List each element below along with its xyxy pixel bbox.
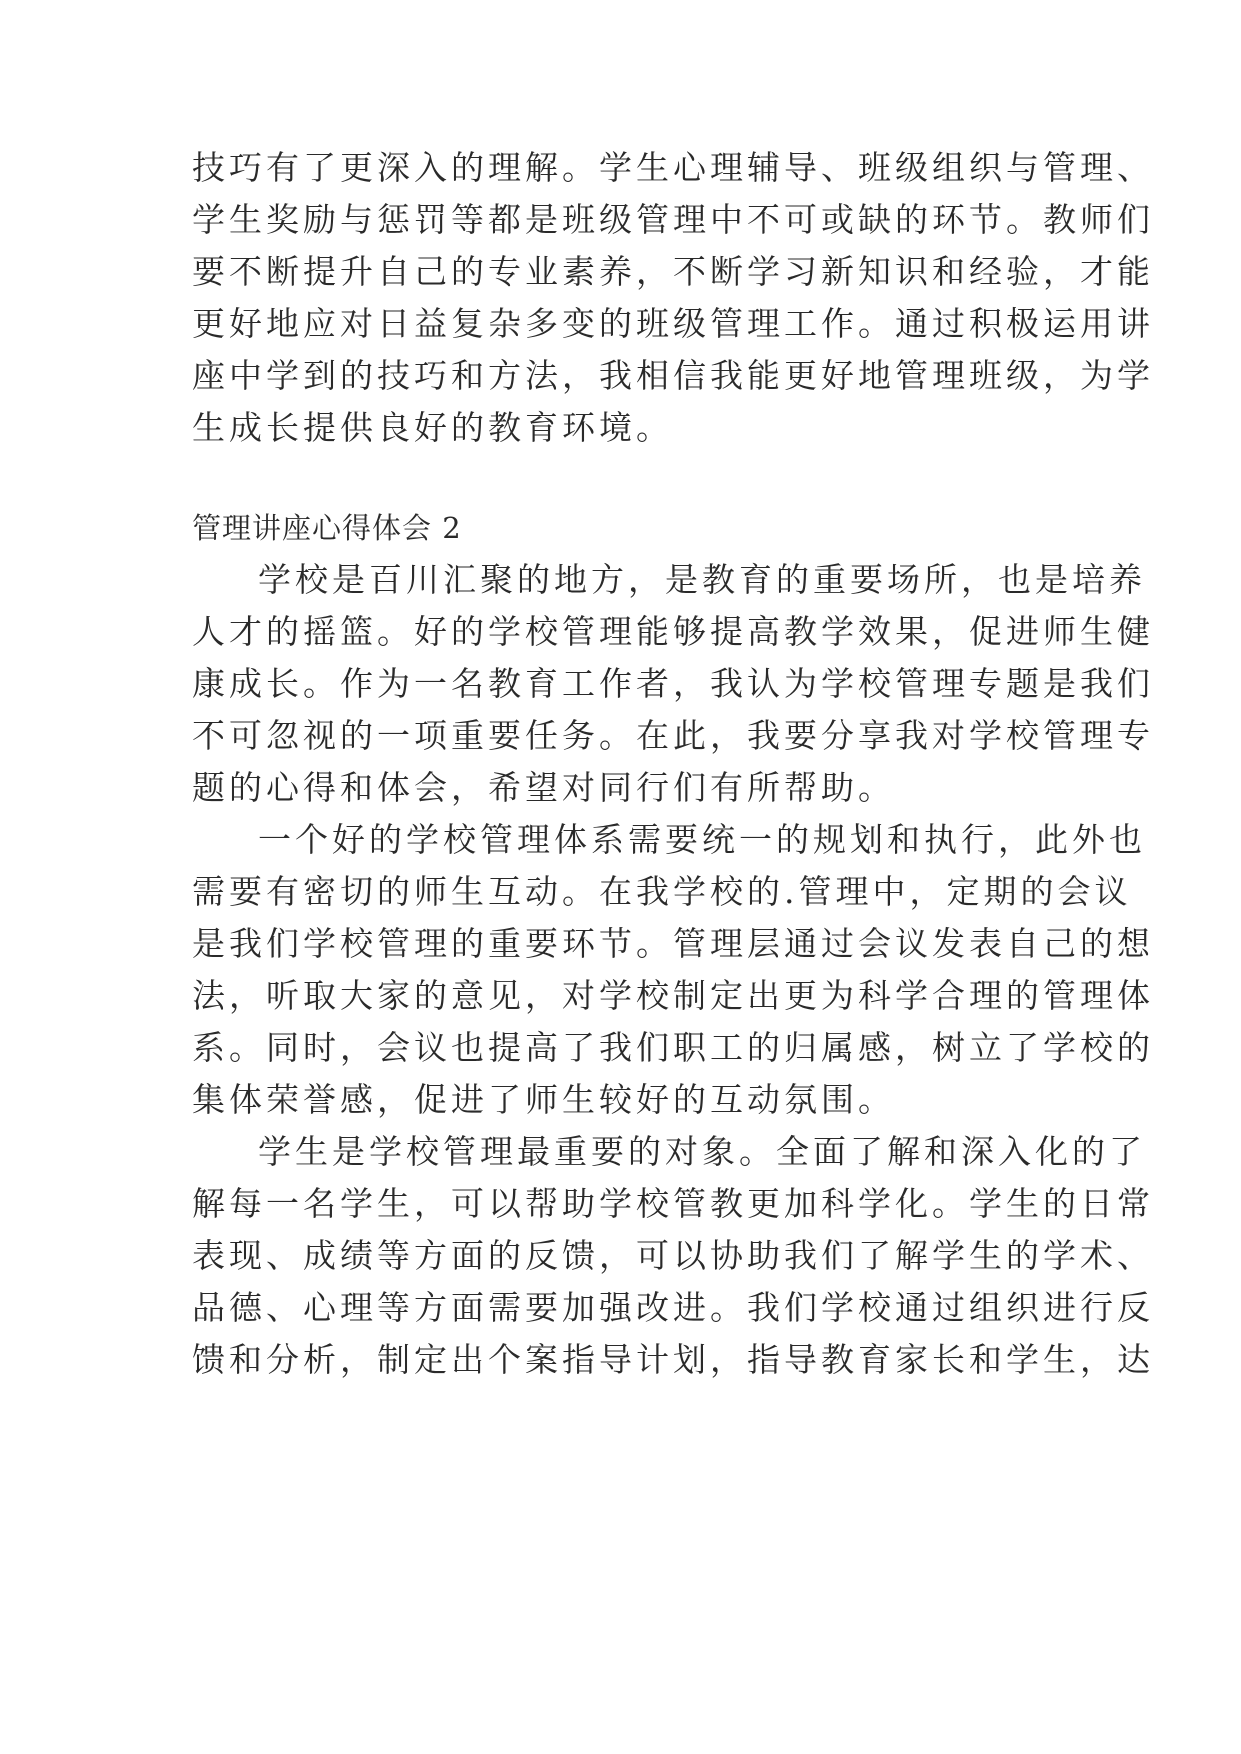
text-line: 更好地应对日益复杂多变的班级管理工作。通过积极运用讲 [192,304,1154,343]
text-line: 康成长。作为一名教育工作者，我认为学校管理专题是我们 [192,664,1154,703]
text-line: 生成长提供良好的教育环境。 [192,408,673,447]
text-line: 解每一名学生，可以帮助学校管教更加科学化。学生的日常 [192,1184,1154,1223]
text-line: 学生是学校管理最重要的对象。全面了解和深入化的了 [258,1132,1146,1171]
text-line: 技巧有了更深入的理解。学生心理辅导、班级组织与管理、 [192,148,1154,187]
text-line: 集体荣誉感，促进了师生较好的互动氛围。 [192,1080,895,1119]
text-line: 需要有密切的师生互动。在我学校的.管理中，定期的会议 [192,872,1132,911]
text-line: 一个好的学校管理体系需要统一的规划和执行，此外也 [258,820,1146,859]
text-line: 学生奖励与惩罚等都是班级管理中不可或缺的环节。教师们 [192,200,1154,239]
text-line: 馈和分析，制定出个案指导计划，指导教育家长和学生，达 [192,1340,1154,1379]
text-line: 座中学到的技巧和方法，我相信我能更好地管理班级，为学 [192,356,1154,395]
text-line: 要不断提升自己的专业素养，不断学习新知识和经验，才能 [192,252,1154,291]
text-line: 品德、心理等方面需要加强改进。我们学校通过组织进行反 [192,1288,1154,1327]
text-line: 系。同时，会议也提高了我们职工的归属感，树立了学校的 [192,1028,1154,1067]
text-line: 是我们学校管理的重要环节。管理层通过会议发表自己的想 [192,924,1154,963]
text-line: 法，听取大家的意见，对学校制定出更为科学合理的管理体 [192,976,1154,1015]
text-line: 学校是百川汇聚的地方，是教育的重要场所，也是培养 [258,560,1146,599]
text-line: 不可忽视的一项重要任务。在此，我要分享我对学校管理专 [192,716,1154,755]
section-title: 管理讲座心得体会 2 [192,511,462,545]
text-line: 表现、成绩等方面的反馈，可以协助我们了解学生的学术、 [192,1236,1154,1275]
text-line: 人才的摇篮。好的学校管理能够提高教学效果，促进师生健 [192,612,1154,651]
text-line: 题的心得和体会，希望对同行们有所帮助。 [192,768,895,807]
